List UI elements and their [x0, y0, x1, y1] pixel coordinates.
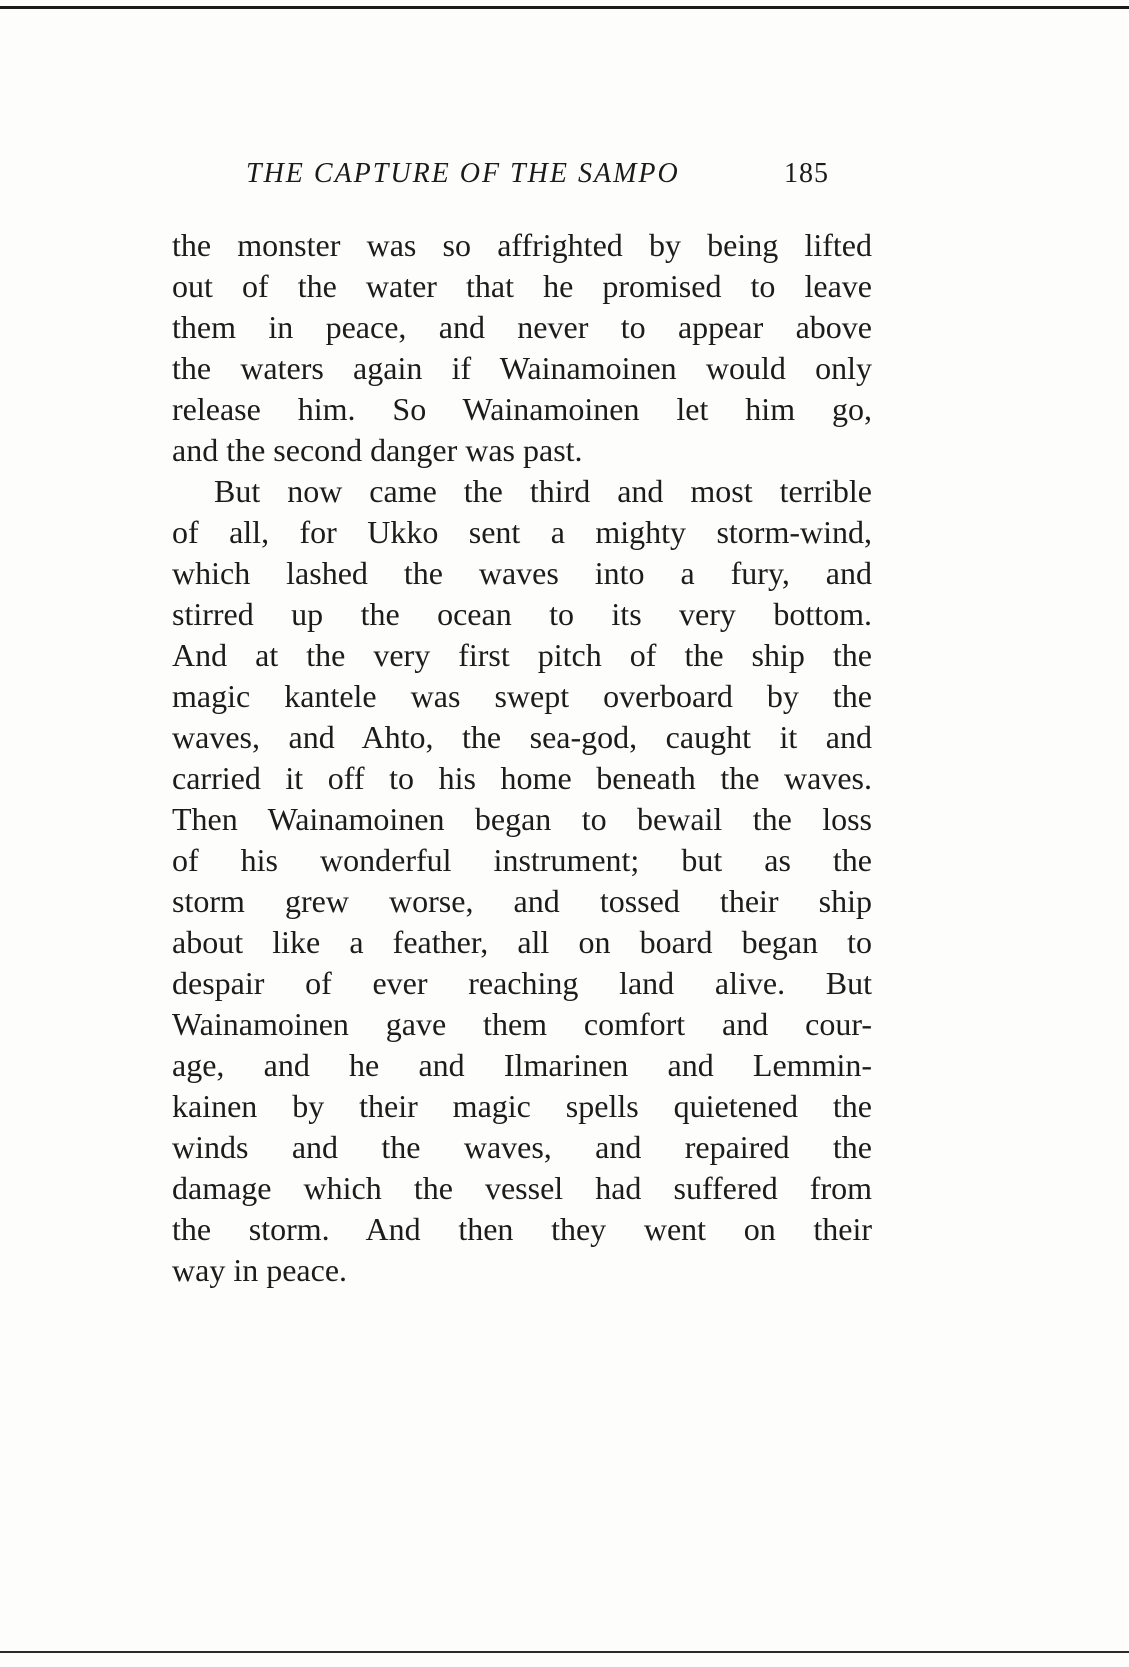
text-line: them in peace, and never to appear above — [172, 309, 872, 345]
text-line: the waters again if Wainamoinen would only — [172, 350, 872, 386]
text-line: the storm. And then they went on their — [172, 1211, 872, 1247]
bottom-edge-rule — [0, 1651, 1129, 1653]
text-line: which lashed the waves into a fury, and — [172, 555, 872, 591]
text-line: magic kantele was swept overboard by the — [172, 678, 872, 714]
text-line: carried it off to his home beneath the waves. — [172, 760, 872, 796]
text-line: waves, and Ahto, the sea-god, caught it and — [172, 719, 872, 755]
body-text — [172, 225, 872, 1291]
running-head — [170, 158, 870, 198]
paragraph — [172, 471, 872, 1291]
text-line: of all, for Ukko sent a mighty storm-wind, — [172, 514, 872, 550]
text-line: way in peace. — [172, 1252, 348, 1288]
text-line: stirred up the ocean to its very bottom. — [172, 596, 872, 632]
paragraph — [172, 225, 872, 471]
top-edge-rule — [0, 6, 1129, 9]
text-line: out of the water that he promised to leave — [172, 268, 872, 304]
text-line: the monster was so affrighted by being lifted — [172, 227, 872, 263]
running-title: THE CAPTURE OF THE SAMPO — [246, 158, 680, 189]
text-line: age, and he and Ilmarinen and Lemmin- — [172, 1047, 872, 1083]
text-line: despair of ever reaching land alive. But — [172, 965, 872, 1001]
text-line: Then Wainamoinen began to bewail the loss — [172, 801, 872, 837]
text-line: storm grew worse, and tossed their ship — [172, 883, 872, 919]
text-line: But now came the third and most terrible — [214, 473, 872, 509]
text-line: about like a feather, all on board began to — [172, 924, 872, 960]
text-line: kainen by their magic spells quietened the — [172, 1088, 872, 1124]
text-line: and the second danger was past. — [172, 432, 583, 468]
text-line: Wainamoinen gave them comfort and cour- — [172, 1006, 872, 1042]
text-line: release him. So Wainamoinen let him go, — [172, 391, 872, 427]
text-line: of his wonderful instrument; but as the — [172, 842, 872, 878]
text-line: damage which the vessel had suffered from — [172, 1170, 872, 1206]
page-number: 185 — [784, 158, 829, 189]
text-line: And at the very first pitch of the ship the — [172, 637, 872, 673]
text-line: winds and the waves, and repaired the — [172, 1129, 872, 1165]
